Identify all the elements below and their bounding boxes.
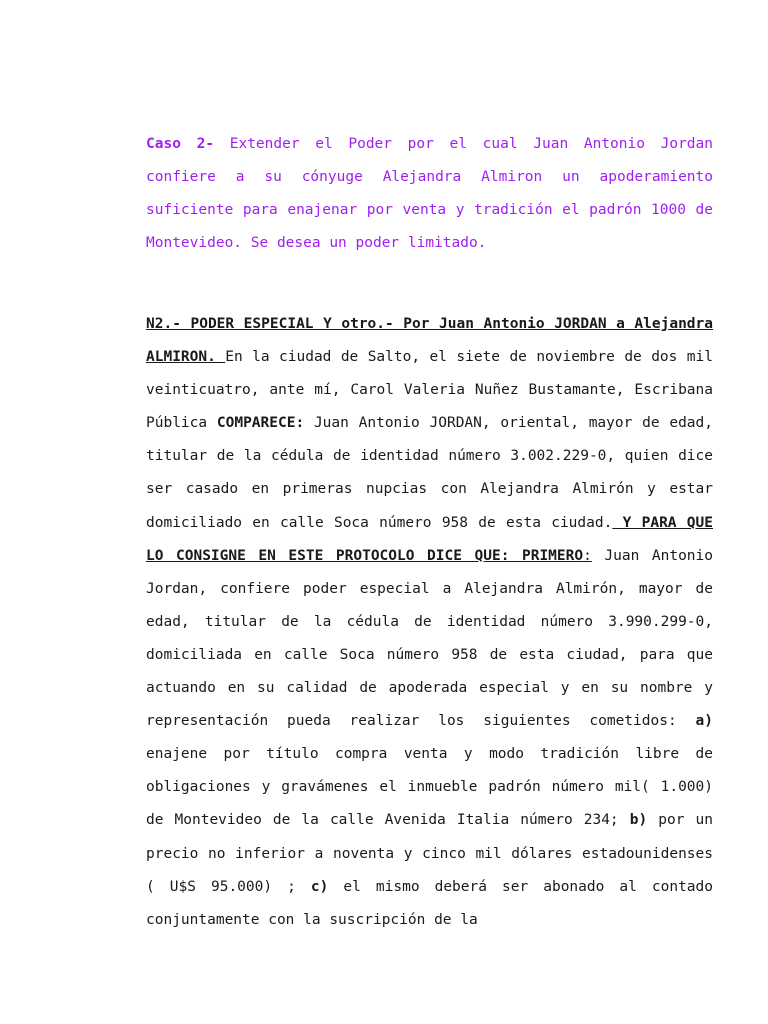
case-label: Caso 2- (146, 136, 215, 152)
comparece-label: COMPARECE: (216, 415, 305, 432)
item-b-label: b) (629, 812, 648, 829)
deed-text-6: el mismo deberá ser abonado al contado conjuntamente con la suscripción de la (146, 878, 713, 928)
item-a-label: a) (695, 713, 713, 730)
clause-colon: : (583, 547, 592, 564)
deed-body (146, 308, 713, 937)
deed-text-1: En la ciudad de Salto, el siete de noviembre de dos mil veinticuatro, ante mí, Carol Valeria Nuñez Bustamante, Escribana Pública (146, 349, 713, 432)
deed-text-5: por un precio no inferior a noventa y cinco mil dólares estadounidenses ( U$S 95.000) ; (146, 812, 713, 895)
deed-text-2: Juan Antonio JORDAN, oriental, mayor de edad, titular de la cédula de identidad número 3.002.229-0, quien dice ser casado en primeras nupcias con Alejandra Almirón y estar domiciliado en calle Soca número 958 de esta ciudad. (146, 415, 713, 531)
clause-heading: Y PARA QUE LO CONSIGNE EN ESTE PROTOCOLO DICE QUE: PRIMERO (146, 514, 713, 564)
deed-text-3: Juan Antonio Jordan, confiere poder especial a Alejandra Almirón, mayor de edad, titular de la cédula de identidad número 3.990.299-0, domiciliada en calle Soca número 958 de esta ciudad, para que actuando en su calidad de apoderada especial y en su nombre y representación pueda realizar los siguientes cometidos: (146, 547, 713, 730)
deed-text-4: enajene por título compra venta y modo tradición libre de obligaciones y gravámenes el inmueble padrón número mil( 1.000) de Montevideo de la calle Avenida Italia número 234; (146, 746, 713, 829)
case-text: Extender el Poder por el cual Juan Antonio Jordan confiere a su cónyuge Alejandra Almiron un apoderamiento suficiente para enajenar por venta y tradición el padrón 1000 de Montevideo. Se desea un poder limitado. (146, 136, 714, 252)
case-statement (146, 128, 713, 260)
deed-heading: N2.- PODER ESPECIAL Y otro.- Por Juan Antonio JORDAN a Alejandra ALMIRON. (146, 316, 713, 366)
item-c-label: c) (310, 878, 329, 895)
